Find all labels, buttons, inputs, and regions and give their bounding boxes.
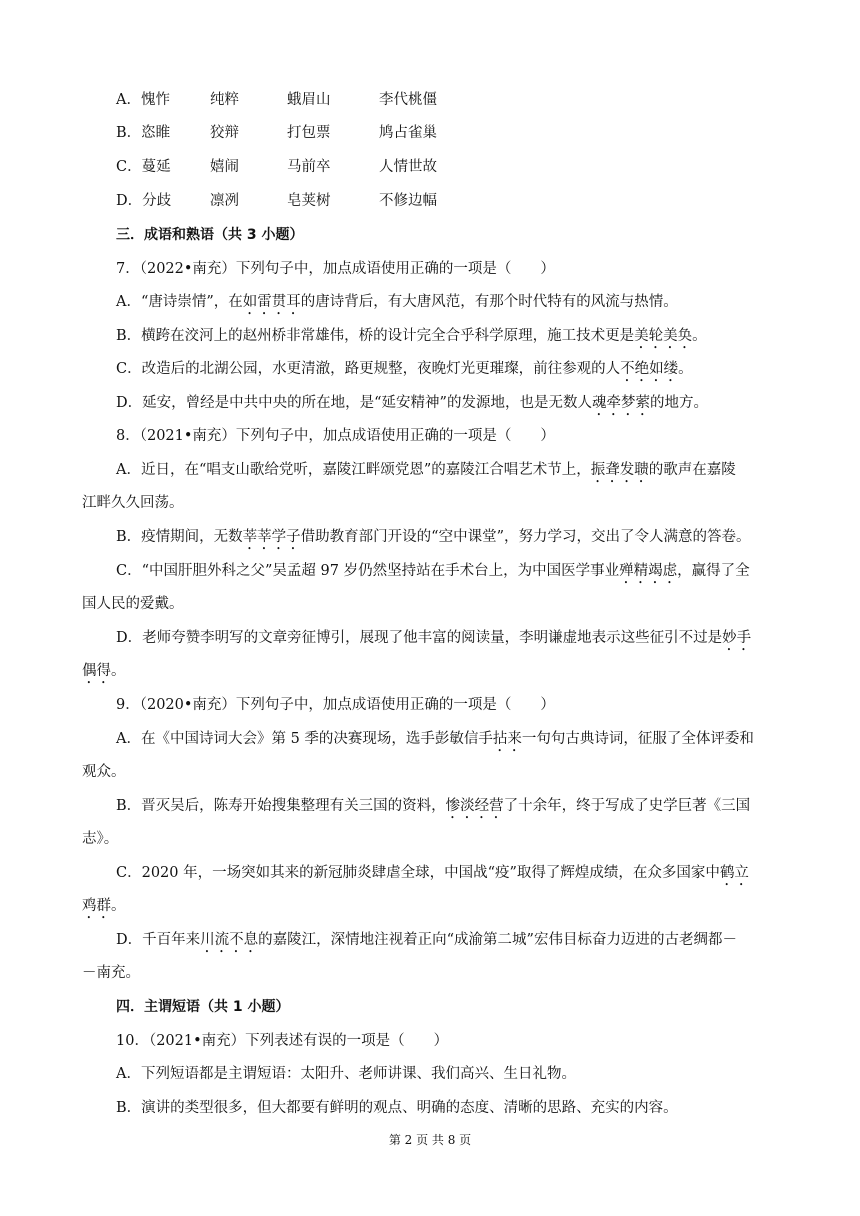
text: B．疫情期间，无数 bbox=[116, 529, 243, 545]
option-label: D．分歧 bbox=[116, 193, 172, 209]
option-a bbox=[116, 292, 678, 318]
option-word: 蛾眉山 bbox=[287, 92, 331, 108]
question-stem: 10．（2021•南充）下列表述有误的一项是（ ） bbox=[116, 1033, 449, 1049]
option-label: A．愧怍 bbox=[116, 92, 170, 108]
text: A．近日，在“唱支山歌给党听，嘉陵江畔颂党恩”的嘉陵江合唱艺术节上， bbox=[116, 462, 591, 478]
option-word: 鸠占雀巢 bbox=[379, 125, 437, 141]
dotted-idiom: 魂牵梦萦 bbox=[591, 395, 650, 411]
dotted-idiom: 不绝如缕 bbox=[620, 361, 679, 377]
text: 了十余年，终于写成了史学巨著《三国 bbox=[503, 798, 751, 814]
text: B．横跨在洨河上的赵州桥非常雄伟，桥的设计完全合乎科学原理，施工技术更是 bbox=[116, 328, 635, 344]
text: 的唐诗背后，有大唐风范，有那个时代特有的风流与热情。 bbox=[300, 294, 678, 310]
dotted-idiom: 拈来 bbox=[492, 731, 522, 747]
text: C．“中国肝胆外科之父”吴孟超 97 岁仍然坚持站在手术台上，为中国医学事业 bbox=[116, 563, 620, 579]
text: C．2020 年，一场突如其来的新冠肺炎肆虐全球，中国战“疫”取得了辉煌成绩，在众多国家中 bbox=[116, 865, 720, 881]
option-b bbox=[116, 326, 707, 352]
option-word: 不修边幅 bbox=[379, 193, 437, 209]
text: A．在《中国诗词大会》第 5 季的决赛现场，选手彭敏信手 bbox=[116, 731, 493, 747]
option-word: 凛冽 bbox=[210, 193, 239, 209]
option-word: 李代桃僵 bbox=[379, 92, 437, 108]
text: B．晋灭吴后，陈寿开始搜集整理有关三国的资料， bbox=[116, 798, 446, 814]
option-word: 马前卒 bbox=[287, 159, 331, 175]
option-b-cont: 志》。 bbox=[82, 831, 119, 847]
dotted-idiom: 妙手 bbox=[722, 630, 752, 646]
option-label: B．恣睢 bbox=[116, 125, 171, 141]
text: 。 bbox=[678, 361, 693, 377]
dotted-idiom: 殚精竭虑 bbox=[619, 563, 678, 579]
question-stem: 8．（2021•南充）下列句子中，加点成语使用正确的一项是（ ） bbox=[116, 428, 555, 444]
text: 的歌声在嘉陵 bbox=[648, 462, 736, 478]
dotted-idiom: 惨淡经营 bbox=[445, 798, 504, 814]
option-d-cont: －南充。 bbox=[82, 965, 140, 981]
option-word: 人情世故 bbox=[379, 159, 437, 175]
option-b: B．演讲的类型很多，但大都要有鲜明的观点、明确的态度、清晰的思路、充实的内容。 bbox=[116, 1100, 678, 1116]
text: D．延安，曾经是中共中央的所在地，是“延安精神”的发源地，也是无数人 bbox=[116, 395, 592, 411]
dotted-idiom: 美轮美奂 bbox=[634, 328, 693, 344]
text: C．改造后的北湖公园，水更清澈，路更规整，夜晚灯光更璀璨，前往参观的人 bbox=[116, 361, 621, 377]
text: D．老师夸赞李明写的文章旁征博引，展现了他丰富的阅读量，李明谦虚地表示这些征引不过是 bbox=[116, 630, 723, 646]
option-d bbox=[116, 628, 751, 654]
option-c-cont: 国人民的爱戴。 bbox=[82, 596, 184, 612]
option-c bbox=[116, 863, 749, 889]
option-d bbox=[116, 930, 737, 956]
option-label: C．蔓延 bbox=[116, 159, 171, 175]
dotted-idiom: 川流不息 bbox=[200, 932, 259, 948]
dotted-idiom: 鸡群 bbox=[82, 898, 111, 914]
option-d bbox=[116, 393, 708, 419]
option-c bbox=[116, 561, 750, 587]
option-a bbox=[116, 729, 754, 755]
option-a: A．下列短语都是主谓短语：太阳升、老师讲课、我们高兴、生日礼物。 bbox=[116, 1066, 576, 1082]
option-a-cont: 江畔久久回荡。 bbox=[82, 495, 184, 511]
question-stem: 7．（2022•南充）下列句子中，加点成语使用正确的一项是（ ） bbox=[116, 261, 555, 277]
section-heading: 三．成语和熟语（共 3 小题） bbox=[116, 227, 304, 243]
dotted-idiom: 莘莘学子 bbox=[242, 529, 301, 545]
question-stem: 9．（2020•南充）下列句子中，加点成语使用正确的一项是（ ） bbox=[116, 697, 555, 713]
option-c-cont bbox=[82, 896, 126, 922]
section-heading: 四．主谓短语（共 1 小题） bbox=[116, 999, 290, 1015]
option-word: 嬉闹 bbox=[210, 159, 239, 175]
text: 。 bbox=[111, 663, 126, 679]
option-b bbox=[116, 796, 750, 822]
text: D．千百年来 bbox=[116, 932, 201, 948]
option-word: 打包票 bbox=[287, 125, 331, 141]
dotted-idiom: 偶得 bbox=[82, 663, 111, 679]
option-a bbox=[116, 460, 736, 486]
text: A．“唐诗崇情”，在 bbox=[116, 294, 243, 310]
option-c bbox=[116, 359, 693, 385]
text: 一句句古典诗词，征服了全体评委和 bbox=[521, 731, 754, 747]
text: 的嘉陵江，深情地注视着正向“成渝第二城”宏伟目标奋力迈进的古老绸都－ bbox=[258, 932, 737, 948]
text: 的地方。 bbox=[649, 395, 708, 411]
dotted-idiom: 鹤立 bbox=[719, 865, 749, 881]
dotted-idiom: 如雷贯耳 bbox=[242, 294, 301, 310]
option-word: 皂荚树 bbox=[287, 193, 331, 209]
option-word: 狡辩 bbox=[210, 125, 239, 141]
option-d-cont bbox=[82, 661, 126, 687]
option-b bbox=[116, 527, 750, 553]
text: ，赢得了全 bbox=[677, 563, 750, 579]
text: 借助教育部门开设的“空中课堂”，努力学习，交出了令人满意的答卷。 bbox=[300, 529, 751, 545]
option-word: 纯粹 bbox=[210, 92, 239, 108]
page-footer: 第 2 页 共 8 页 bbox=[388, 1133, 472, 1147]
option-a-cont: 观众。 bbox=[82, 764, 126, 780]
dotted-idiom: 振聋发聩 bbox=[590, 462, 649, 478]
text: 。 bbox=[692, 328, 707, 344]
text: 。 bbox=[111, 898, 126, 914]
